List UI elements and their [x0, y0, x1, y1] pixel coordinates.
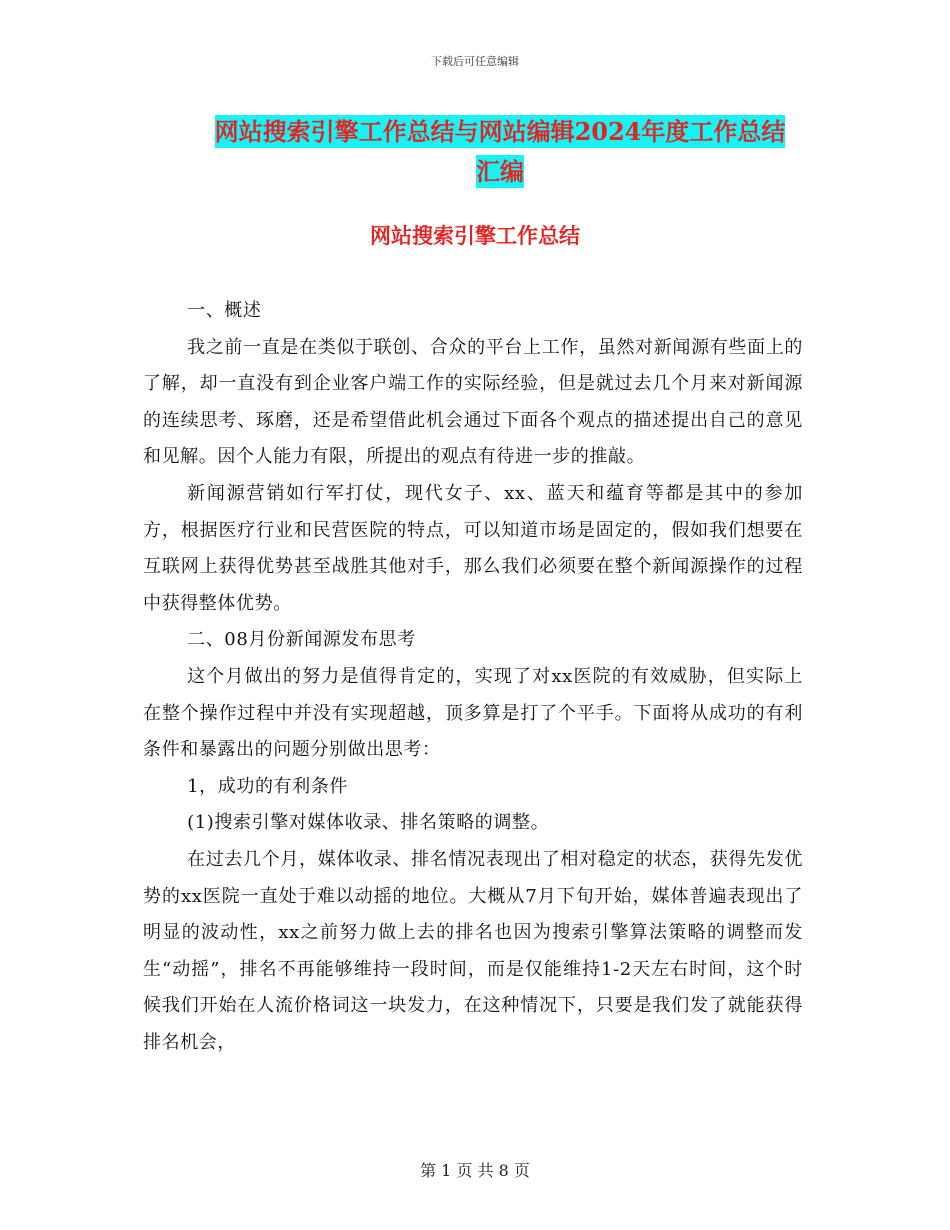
paragraph: 在过去几个月，媒体收录、排名情况表现出了相对稳定的状态，获得先发优势的xx医院一直处于难以动摇的地位。大概从7月下旬开始，媒体普遍表现出了明显的波动性，xx之前努力做上去的排名也因为搜索引擎算法策略的调整而发生“动摇”，排名不再能够维持一段时间，而是仅能维持1-2天左右时间，这个时候我们开始在人流价格词这一块发力，在这种情况下，只要是我们发了就能获得排名机会，: [143, 848, 803, 1053]
subheading-item-1: (1)搜索引擎对媒体收录、排名策略的调整。: [187, 812, 550, 834]
document-title: [120, 112, 880, 192]
heading-august-news: 二、08月份新闻源发布思考: [187, 629, 416, 651]
paragraph: 这个月做出的努力是值得肯定的，实现了对xx医院的有效威胁，但实际上在整个操作过程中并没有实现超越，顶多算是打了个平手。下面将从成功的有利条件和暴露出的问题分别做出思考：: [143, 665, 803, 761]
section-title: 网站搜索引擎工作总结: [370, 223, 580, 248]
subheading-advantages: 1，成功的有利条件: [187, 775, 348, 797]
paragraph: 我之前一直是在类似于联创、合众的平台上工作，虽然对新闻源有些面上的了解，却一直没有到企业客户端工作的实际经验，但是就过去几个月来对新闻源的连续思考、琢磨，还是希望借此机会通过下面各个观点的描述提出自己的意见和见解。因个人能力有限，所提出的观点有待进一步的推敲。: [143, 336, 803, 468]
page-number: 第 1 页 共 8 页: [420, 1161, 530, 1180]
document-title-line-2: 汇编: [476, 157, 524, 186]
header-note: 下载后可任意编辑: [431, 55, 519, 68]
heading-overview: 一、概述: [187, 300, 262, 321]
document-body: [143, 293, 803, 1061]
paragraph: 新闻源营销如行军打仗，现代女子、xx、蓝天和蕴育等都是其中的参加方，根据医疗行业和民营医院的特点，可以知道市场是固定的，假如我们想要在互联网上获得优势甚至战胜其他对手，那么我们必须要在整个新闻源操作的过程中获得整体优势。: [143, 482, 803, 614]
document-title-line-1: 网站搜索引擎工作总结与网站编辑2024年度工作总结: [214, 117, 786, 146]
